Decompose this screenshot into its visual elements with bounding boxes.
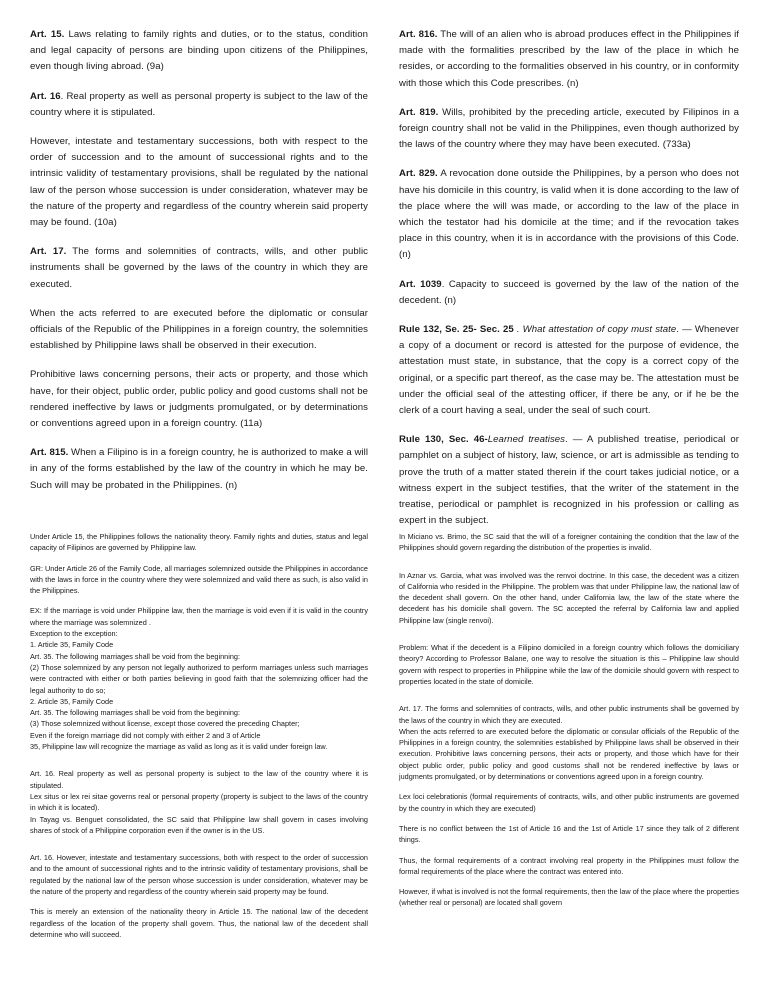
- miciano-note: In Miciano vs. Brimo, the SC said that the will of a foreigner containing the condition that the law of the Philippines should govern regarding the distribution of the properties is invalid.: [399, 532, 739, 553]
- bottom-right-column: [399, 531, 739, 918]
- formal-requirements-note: Thus, the formal requirements of a contract involving real property in the Philippines must follow the formal requirements of the place where the contract was entered into.: [399, 855, 739, 876]
- extension-note: This is merely an extension of the nationality theory in Article 15. The national law of the decedent regardless of the location of the property shall govern. Thus, the national law of the decedent shall determine who will succeed.: [30, 907, 368, 939]
- art-819-paragraph: Art. 819. Wills, prohibited by the preceding article, executed by Filipinos in a foreign country shall not be valid in the Philippines, even though authorized by the laws of the country where they may have been executed. (733a): [399, 106, 740, 151]
- art-16-paragraph: Art. 16. Real property as well as personal property is subject to the law of the country where it is stipulated.: [30, 90, 368, 118]
- general-rule-note: GR: Under Article 26 of the Family Code, all marriages solemnized outside the Philippines in accordance with the laws in force in the country where they were solemnized and valid there as such, is also valid in the Philippines.: [30, 563, 368, 596]
- top-left-column: [30, 27, 368, 507]
- art-815-paragraph: Art. 815. When a Filipino is in a foreign country, he is authorized to make a will in any of the forms established by the law of the country in which he may be. Such will may be probated in the Philippines. (n): [30, 447, 368, 491]
- nationality-theory-note: Under Article 15, the Philippines follows the nationality theory. Family rights and duties, status and legal capacity of Filipinos are governed by Philippine law.: [30, 532, 368, 553]
- no-conflict-note: There is no conflict between the 1st of Article 16 and the 1st of Article 17 since they talk of 2 different things.: [399, 823, 739, 845]
- lex-situs-note: Art. 16. Real property as well as personal property is subject to the law of the country where it is stipulated. Lex situs or lex rei sitae governs real or personal property (property is subject to the laws of the country in which it is located). In Tayag vs. Benguet consolidated, the SC said that Philippine law shall govern in cases involving shares of stock of a Philippine corporation even if the owner is in the US.: [30, 769, 368, 835]
- top-right-column: [399, 27, 739, 542]
- exception-note: EX: If the marriage is void under Philippine law, then the marriage is void even if it is valid in the country where the marriage was solemnized . Exception to the exception: 1. Article 35, Family Code Art. 35. The following marriages shall be void from the beginning: (2) Those solemnized by any person not legally authorized to perform marriages unless such marriages were contracted with either or both parties believing in good faith that the solemnizing officer had the legal authority to do so; 2. Article 35, Family Code Art. 35. The following marriages shall be void from the beginning: (3) Those solemnized without license, except those covered the preceding Chapter; Even if the foreign marriage did not comply with either 2 and 3 of Article 35, Philippine law will recognize the marriage as valid as long as it is valid under foreign law.: [30, 606, 368, 752]
- art-17-diplomatic-note: When the acts referred to are executed before the diplomatic or consular officials of the Republic of the Philippines in a foreign country, the solemnities established by Philippine laws shall be observed in their execution. Prohibitive laws concerning persons, their acts or property, and those which have for their object public order, public policy and good customs shall not be rendered ineffective by laws or judgments promulgated, or by determinations or conventions agreed upon in a foreign country.: [399, 726, 739, 782]
- rule-132-paragraph: Rule 132, Se. 25- Sec. 25 . What attestation of copy must state. — Whenever a copy of a document or record is attested for the purpose of evidence, the attestation must state, in substance, that the copy is a correct copy of the original, or a specific part thereof, as the case may be. The attestation must be under the official seal of the attesting officer, if there be any, or if he be the clerk of a court having a seal, under the seal of such court.: [399, 324, 739, 417]
- lex-loci-note: Lex loci celebrationis (formal requirements of contracts, wills, and other public instruments are governed by the country in which they are executed): [399, 792, 739, 813]
- succession-note: Art. 16. However, intestate and testamentary successions, both with respect to the order of succession and to the amount of successional rights and to the intrinsic validity of testamentary provisions, shall be regulated by the national law of the person whose succession is under consideration, whatever may be the nature of the property and regardless of the country wherein said property may be found.: [30, 853, 368, 897]
- art-17-paragraph: Art. 17. The forms and solemnities of contracts, wills, and other public instruments shall be governed by the laws of the country in which they are executed.: [30, 246, 368, 290]
- art-17-prohibitive-paragraph: Prohibitive laws concerning persons, their acts or property, and those which have, for their object, public order, public policy and good customs shall not be rendered ineffective by laws or judgments promulgated, or by determinations or conventions agreed upon in a foreign country. (11a): [30, 369, 368, 430]
- art-15-paragraph: Art. 15. Laws relating to family rights and duties, or to the status, condition and legal capacity of persons are binding upon citizens of the Philippines, even though living abroad. (9a): [30, 29, 368, 73]
- art-829-paragraph: Art. 829. A revocation done outside the Philippines, by a person who does not have his domicile in this country, is valid when it is done according to the law of the place where the will was made, or according to the law of the place in which the testator had his domicile at the time; and if the revocation takes place in this country, when it is in accordance with the provisions of this Code. (n): [399, 168, 739, 261]
- location-law-note: However, if what is involved is not the formal requirements, then the law of the place where the properties (whether real or personal) are located shall govern: [399, 887, 739, 908]
- bottom-left-column: [30, 531, 368, 949]
- aznar-note: In Aznar vs. Garcia, what was involved was the renvoi doctrine. In this case, the decedent was a citizen of California who resided in the Philippine. The problem was that under Philippine law, the national law of the decedent shall govern. On the other hand, under California law, the law of the state where the decedent has his domicile shall govern. The SC accepted the referral by California law and applied Philippine law (single renvoi).: [399, 570, 739, 625]
- art-16-succession-paragraph: However, intestate and testamentary successions, both with respect to the order of succession and to the amount of successional rights and to the intrinsic validity of testamentary provisions, shall be regulated by the national law of the person whose succession is under consideration, whatever may be the nature of the property and regardless of the country wherein said property may be found. (10a): [30, 136, 368, 229]
- art-816-paragraph: Art. 816. The will of an alien who is abroad produces effect in the Philippines if made with the formalities prescribed by the law of the place in which he resides, or according to the formalities observed in his country, or in conformity with those which this Code prescribes. (n): [399, 29, 740, 89]
- art-17-note: Art. 17. The forms and solemnities of contracts, wills, and other public instruments shall be governed by the laws of the country in which they are executed.: [399, 704, 739, 725]
- problem-note: Problem: What if the decedent is a Filipino domiciled in a foreign country which follows the domiciliary theory? According to Professor Balane, one way to resolve the situation is this – Philippine law should govern with respect to properties in Philippine while the law of the domicile should govern with respect to properties located in the state of domicile.: [399, 643, 739, 686]
- art-17-diplomatic-paragraph: When the acts referred to are executed before the diplomatic or consular officials of the Republic of the Philippines in a foreign country, the solemnities established by Philippine laws shall be observed in their execution.: [30, 307, 368, 352]
- rule-130-paragraph: Rule 130, Sec. 46-Learned treatises. — A published treatise, periodical or pamphlet on a subject of history, law, science, or art is admissible as tending to prove the truth of a matter stated therein if the court takes judicial notice, or a witness expert in the subject testifies, that the writer of the statement in the treatise, periodical or pamphlet is recognized in his profession or calling as expert in the subject.: [399, 434, 740, 527]
- art-1039-paragraph: Art. 1039. Capacity to succeed is governed by the law of the nation of the decedent. (n): [399, 278, 739, 306]
